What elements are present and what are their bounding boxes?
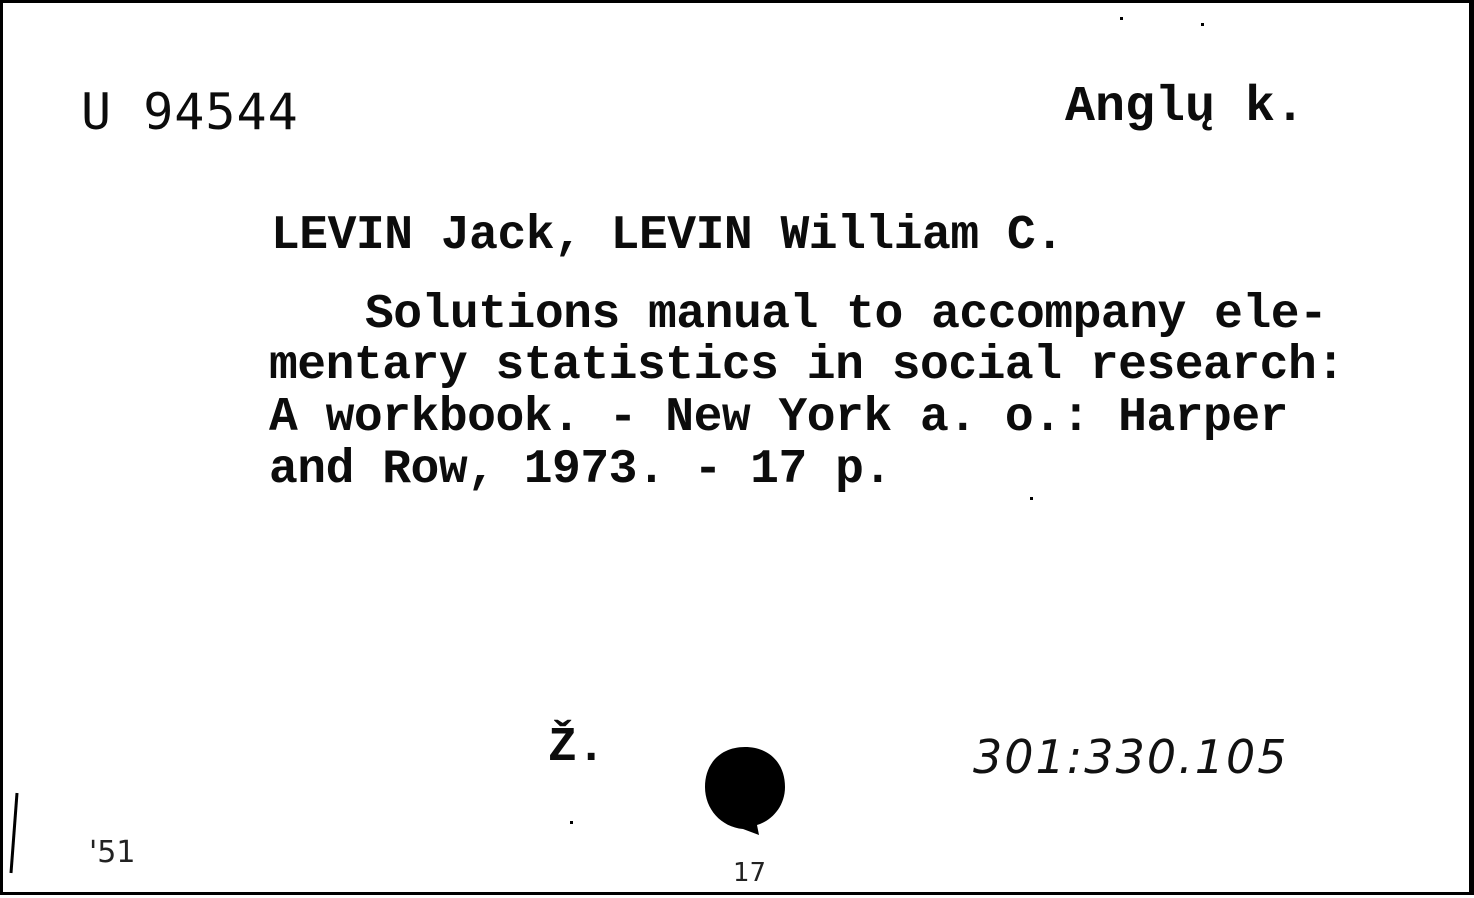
punch-hole-icon: [703, 745, 787, 837]
description-line-2: mentary statistics in social research:: [269, 339, 1345, 393]
call-number: U 94544: [81, 83, 299, 141]
classification-number: 301:330.105: [973, 730, 1289, 784]
author-line: LEVIN Jack, LEVIN William C.: [271, 209, 1064, 263]
description-line-4: and Row, 1973. - 17 p.: [269, 443, 892, 497]
handwritten-note-left: '51: [89, 835, 136, 870]
handwritten-note-bottom: 17: [733, 858, 767, 888]
language-label: Anglų k.: [1065, 79, 1306, 136]
location-mark: Ž.: [548, 721, 606, 775]
description-line-3: A workbook. - New York a. o.: Harper: [269, 391, 1288, 445]
description-line-1: Solutions manual to accompany ele-: [365, 288, 1328, 342]
